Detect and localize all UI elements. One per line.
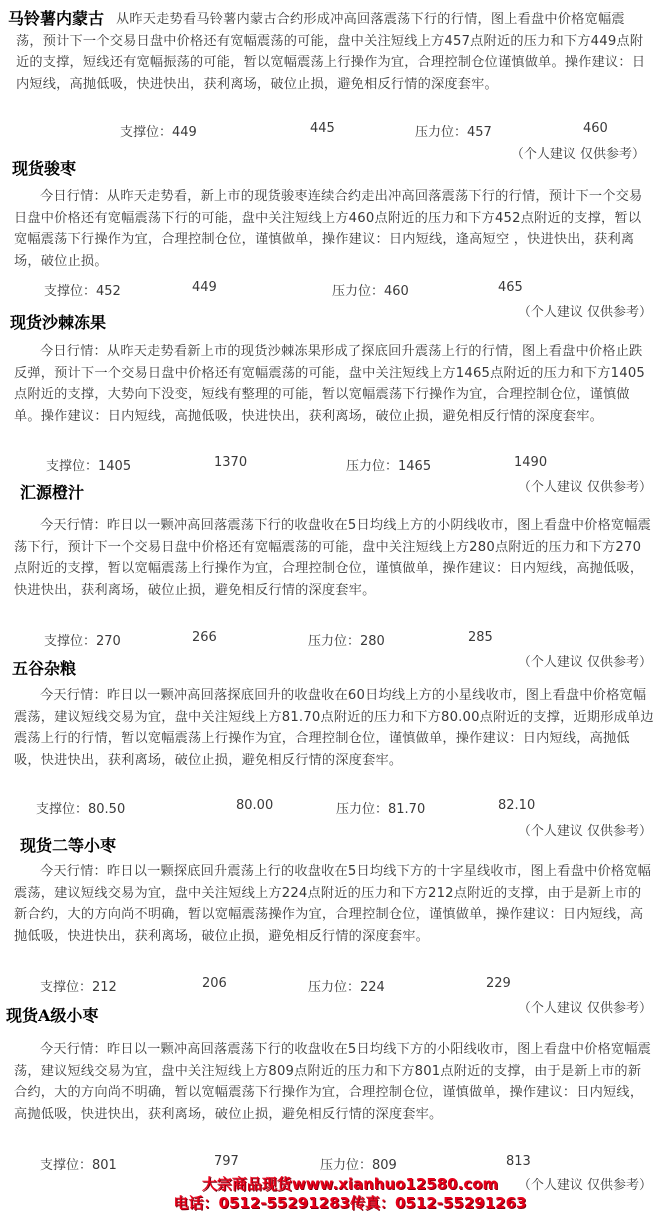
pressure-level: 压力位：457 (415, 125, 492, 140)
section-title: 马铃薯内蒙古 (8, 9, 105, 28)
pressure-level: 压力位：81.70 (336, 802, 426, 817)
section-paragraph: 今天行情：昨日以一颗冲高回落震荡下行的收盘收在5日均线上方的小阴线收市，图上看盘中价格宽幅震荡下行，预计下一个交易日盘中价格还有宽幅震荡的可能，盘中关注短线上方280点附近的压力和下方270点附近的支撑，暂以宽幅震荡上行操作为宜，合理控制仓位，谨慎做单，操作建议：日内短线，高抛低吸，快进快出，获利离场，破位止损，避免相反行情的深度套牢。 (14, 518, 652, 598)
pressure-level-2: 813 (506, 1154, 531, 1169)
pressure-level-2: 1490 (514, 455, 548, 470)
support-level-2: 449 (192, 280, 217, 295)
section-title: 现货骏枣 (12, 159, 77, 178)
section-title: 汇源橙汁 (20, 483, 85, 502)
support-level-2: 1370 (214, 455, 248, 470)
section-paragraph: 从昨天走势看马铃薯内蒙古合约形成冲高回落震荡下行的行情，图上看盘中价格宽幅震荡，预计下一个交易日盘中价格还有宽幅震荡的可能，盘中关注短线上方457点附近的压力和下方449点附近的支撑，短线还有宽幅振荡的可能，暂以宽幅震荡上行操作为宜，合理控制仓位谨慎做单。操作建议：日内短线，高抛低吸，快进快出，获利离场，破位止损，避免相反行情的深度套牢。 (16, 12, 646, 92)
section-paragraph: 今天行情：昨日以一颗冲高回落探底回升的收盘收在60日均线上方的小星线收市，图上看盘中价格宽幅震荡，建议短线交易为宜，盘中关注短线上方81.70点附近的压力和下方80.00点附近的支撑，近期形成单边震荡上行的行情，暂以宽幅震荡上行操作为宜，合理控制仓位，谨慎做单，操作建议：日内短线，高抛低吸，快进快出，获利离场，破位止损，避免相反行情的深度套牢。 (14, 688, 654, 768)
pressure-level: 压力位：809 (320, 1158, 397, 1173)
footer-contact (140, 1175, 560, 1213)
support-pressure-row (0, 1154, 670, 1174)
pressure-level-2: 82.10 (498, 798, 536, 813)
support-pressure-row (0, 280, 670, 300)
section-title: 五谷杂粮 (12, 659, 77, 678)
disclaimer-note: （个人建议 仅供参考） (517, 655, 652, 670)
section-title: 现货沙棘冻果 (10, 313, 107, 332)
section-title: 现货二等小枣 (20, 836, 117, 855)
support-level: 支撑位：449 (120, 125, 197, 140)
support-pressure-row (0, 630, 670, 650)
support-pressure-row (0, 798, 670, 818)
support-pressure-row (0, 121, 670, 141)
support-level: 支撑位：1405 (46, 459, 132, 474)
section-paragraph: 今日行情：从昨天走势看新上市的现货沙棘冻果形成了探底回升震荡上行的行情，图上看盘中价格止跌反弹，预计下一个交易日盘中价格还有宽幅震荡的可能，盘中关注短线上方1465点附近的压力和下方1405点附近的支撑，大势向下没变，短线有整理的可能，暂以宽幅震荡下行操作为宜，合理控制仓位，谨慎做单。操作建议：日内短线，高抛低吸，快进快出，获利离场，破位止损，避免相反行情的深度套牢。 (14, 344, 645, 424)
pressure-level-2: 285 (468, 630, 493, 645)
disclaimer-note: （个人建议 仅供参考） (510, 147, 645, 162)
footer-phone-fax: 电话：0512-55291283传真：0512-55291263 (173, 1194, 527, 1212)
section-paragraph: 今天行情：昨日以一颗冲高回落震荡下行的收盘收在5日均线下方的小阳线收市，图上看盘中价格宽幅震荡，建议短线交易为宜，盘中关注短线上方809点附近的压力和下方801点附近的支撑，由于是新上市的新合约，大的方向尚不明确，暂以宽幅震荡下行操作为宜，合理控制仓位，谨慎做单，操作建议：日内短线，高抛低吸，快进快出，获利离场，破位止损，避免相反行情的深度套牢。 (14, 1042, 652, 1122)
support-level: 支撑位：801 (40, 1158, 117, 1173)
pressure-level-2: 465 (498, 280, 523, 295)
support-level: 支撑位：270 (44, 634, 121, 649)
pressure-level-2: 460 (583, 121, 608, 136)
support-pressure-row (0, 976, 670, 996)
support-level-2: 206 (202, 976, 227, 991)
support-pressure-row (0, 455, 670, 475)
support-level-2: 445 (310, 121, 335, 136)
pressure-level: 压力位：1465 (346, 459, 432, 474)
disclaimer-note: （个人建议 仅供参考） (517, 824, 652, 839)
pressure-level: 压力位：224 (308, 980, 385, 995)
disclaimer-note: （个人建议 仅供参考） (517, 1178, 652, 1193)
footer-website: 大宗商品现货www.xianhuo12580.com (201, 1175, 499, 1193)
support-level: 支撑位：452 (44, 284, 121, 299)
support-level-2: 266 (192, 630, 217, 645)
support-level-2: 797 (214, 1154, 239, 1169)
disclaimer-note: （个人建议 仅供参考） (517, 480, 652, 495)
support-level: 支撑位：212 (40, 980, 117, 995)
pressure-level: 压力位：280 (308, 634, 385, 649)
section-paragraph: 今天行情：昨日以一颗探底回升震荡上行的收盘收在5日均线下方的十字星线收市，图上看盘中价格宽幅震荡，建议短线交易为宜，盘中关注短线上方224点附近的压力和下方212点附近的支撑，由于是新上市的新合约，大的方向尚不明确，暂以宽幅震荡操作为宜，合理控制仓位，谨慎做单，操作建议：日内短线，高抛低吸，快进快出，获利离场，破位止损，避免相反行情的深度套牢。 (14, 864, 652, 944)
section-title: 现货A级小枣 (6, 1006, 99, 1025)
section-paragraph: 今日行情：从昨天走势看，新上市的现货骏枣连续合约走出冲高回落震荡下行的行情，预计下一个交易日盘中价格还有宽幅震荡下行的可能，盘中关注短线上方460点附近的压力和下方452点附近的支撑，暂以宽幅震荡下行操作为宜，合理控制仓位，谨慎做单，操作建议：日内短线，逢高短空 ，快进快出，获利离场，破位止损。 (14, 189, 643, 269)
support-level: 支撑位：80.50 (36, 802, 126, 817)
pressure-level: 压力位：460 (332, 284, 409, 299)
pressure-level-2: 229 (486, 976, 511, 991)
disclaimer-note: （个人建议 仅供参考） (517, 1001, 652, 1016)
support-level-2: 80.00 (236, 798, 274, 813)
disclaimer-note: （个人建议 仅供参考） (517, 305, 652, 320)
